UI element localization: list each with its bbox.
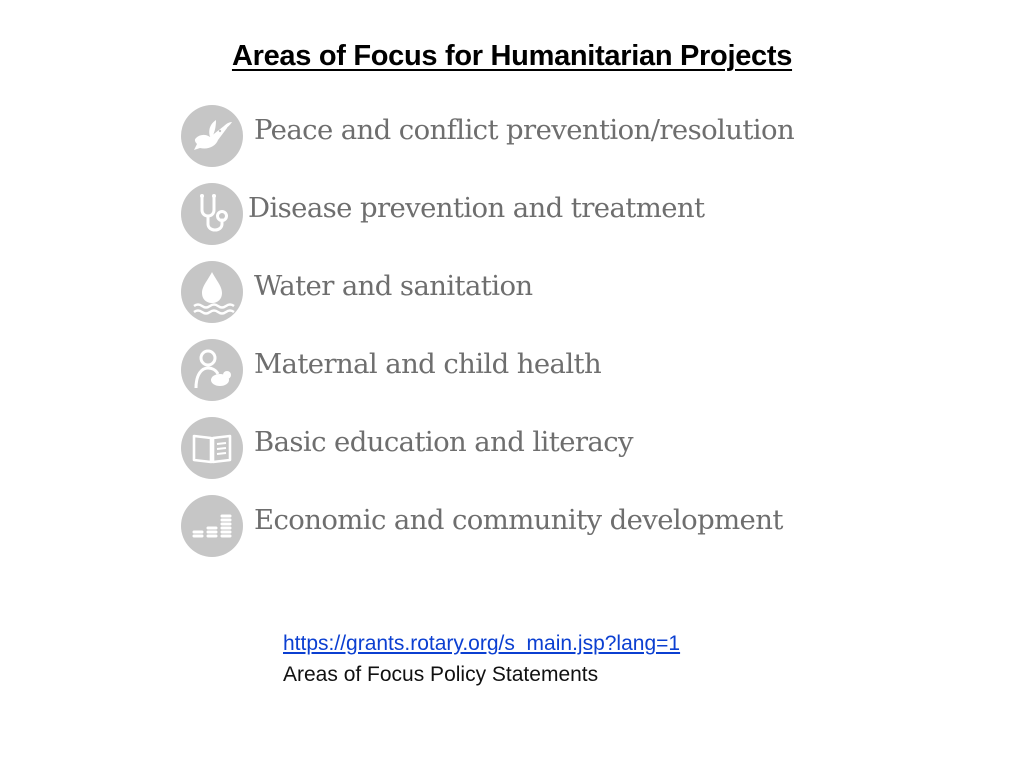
stethoscope-icon <box>180 182 244 246</box>
focus-label: Disease prevention and treatment <box>248 192 705 224</box>
slide-title: Areas of Focus for Humanitarian Projects <box>231 40 793 72</box>
focus-item-maternal <box>180 338 880 404</box>
focus-item-water <box>180 260 880 326</box>
coins-icon <box>180 494 244 558</box>
focus-label: Basic education and literacy <box>254 426 633 458</box>
focus-item-education <box>180 416 880 482</box>
source-link[interactable]: https://grants.rotary.org/s_main.jsp?lang=1 <box>283 632 681 655</box>
mother-child-icon <box>180 338 244 402</box>
dove-icon <box>180 104 244 168</box>
source-caption: Areas of Focus Policy Statements <box>283 663 599 686</box>
water-drop-icon <box>180 260 244 324</box>
open-book-icon <box>180 416 244 480</box>
focus-label: Economic and community development <box>254 504 783 536</box>
focus-item-economic <box>180 494 880 560</box>
focus-label: Peace and conflict prevention/resolution <box>254 114 795 146</box>
focus-label: Water and sanitation <box>254 270 533 302</box>
focus-item-peace <box>180 104 880 170</box>
focus-item-disease <box>180 182 880 248</box>
focus-label: Maternal and child health <box>254 348 602 380</box>
